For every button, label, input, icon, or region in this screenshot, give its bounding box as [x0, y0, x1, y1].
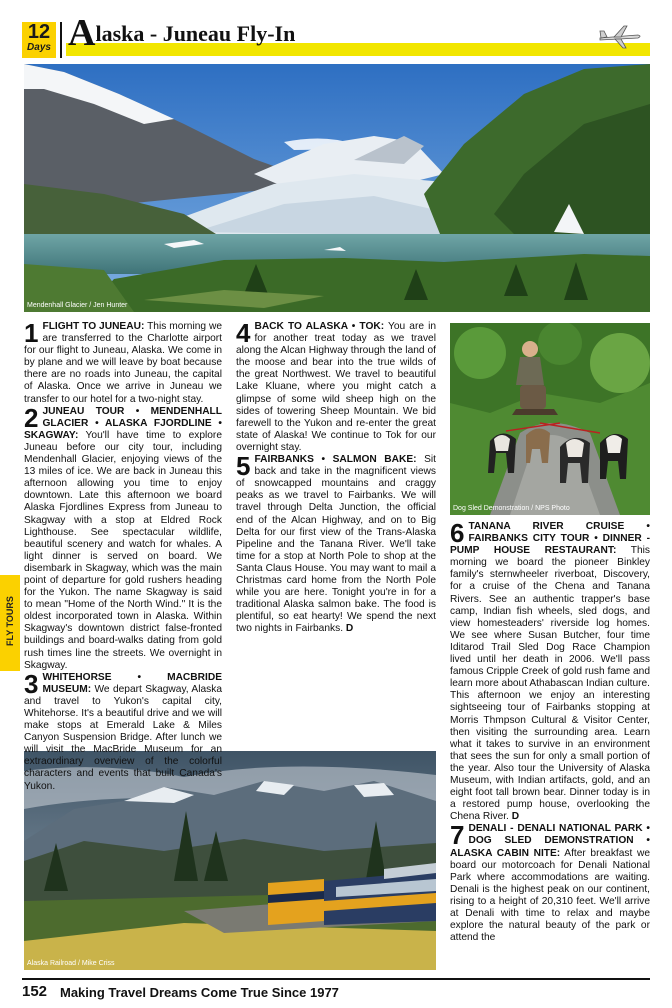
header-divider — [60, 22, 62, 58]
day-text: This morning we board the pioneer Binkley family's sternwheeler riverboat, Discovery, for a cruise of the Chena and Tanana Rivers. See an authentic trapper's base camp, Indian fish wheels, sled dogs, and view homesteaders' riverside log homes. We see where Susan Butcher, four time Iditarod Trail Sled Dog Race Champion lived until her death in 2006. We'll pass famous Cripple Creek of gold rush fame and learn more about Athabascan Indian culture. This afternoon we enjoy an interesting sightseeing tour of Fairbanks stopping at Morris Thmpson Cultural & Visitor Center, then visiting the surrounding area. Learn what it takes to survive in an environment that sees the sun for only a small portion of the year. Also tour the University of Alaska Museum, with Indian artifacts, gold, and an eight foot tall brown bear. Dinner today is in a restored pump house, overlooking the Chena River. — [450, 545, 650, 823]
glacier-photo-credit: Mendenhall Glacier / Jen Hunter — [27, 302, 128, 309]
day-number: 3 — [24, 668, 39, 699]
day-1 — [24, 318, 222, 406]
dogsled-photo-credit: Dog Sled Demonstration / NPS Photo — [453, 505, 570, 512]
meal-mark: D — [343, 623, 354, 635]
day-6 — [450, 518, 650, 823]
glacier-photo — [24, 64, 650, 312]
day-text: You'll have time to explore Juneau before our city tour, including Mendenhall Glacier, enjoying views of the 13 miles of ice. We are back in Juneau this afternoon allowing you time to enjoy downtown. Late this afternoon we board Alaska Fjordlines Express from Juneau to Skagway with a stop at Eldred Rock Lighthouse. See spectacular wildlife, beautiful scenery and watch for whales. A light dinner is served on board. We disembark in Skagway, which was the main point of departure for gold rushers heading for the Yukon. The name Skagway is said to mean "Home of the North Wind." It is the oldest incorporated town in Alaska. Within Skagway's downtown district false-fronted buildings and board-walks dating from gold rush times line the streets. We overnight in Skagway. — [24, 429, 222, 671]
day-text: Sit back and take in the magnificent views of snowcapped mountains and craggy peaks as we travel to Fairbanks. We will travel through Delta Junction, the official end of the Alcan Highway, and on to Big Delta for our first view of the Trans-Alaska Pipeline and the Tanana River. We'll take time for a stop at North Pole to shop at the Santa Claus House. You may want to mail a Christmas card home from the North Pole while you are here. Tonight you're in for a traditional Alaska salmon bake. The food is plentiful, so eat hearty! We spend the next two nights in Fairbanks. — [236, 454, 436, 635]
text-column-3 — [450, 518, 650, 971]
airplane-icon — [598, 24, 642, 50]
day-title: WHITEHORSE • MACBRIDE MUSEUM: — [42, 671, 222, 695]
page-number: 152 — [22, 983, 48, 1000]
day-title: FAIRBANKS • SALMON BAKE: — [254, 454, 417, 466]
day-text: After breakfast we board our motorcoach for Denali National Park where accommodations are waiting. Denali is the highest peak on our continent, rising to a height of 20,310 feet. We'll arrive at Denali with time to relax and maybe explore the natural beauty of the park or attend the — [450, 847, 650, 944]
day-5 — [236, 451, 436, 635]
day-title: BACK TO ALASKA • TOK: — [254, 321, 385, 332]
page-header — [0, 0, 672, 62]
day-number: 5 — [236, 451, 251, 482]
footer-tagline: Making Travel Dreams Come True Since 1977 — [60, 985, 339, 1000]
days-badge — [22, 22, 56, 58]
title-rest: laska - Juneau Fly-In — [95, 21, 296, 46]
day-title: TANANA RIVER CRUISE • FAIRBANKS CITY TOUR • DINNER - PUMP HOUSE RESTAURANT: — [450, 521, 650, 557]
meal-mark: D — [508, 811, 520, 823]
days-number: 12 — [27, 21, 51, 43]
day-text: We depart Skagway, Alaska and travel to Yukon's capital city, Whitehorse. It's a beautiful drive and we will make stops at Emerald Lake & Miles Canyon Suspension Bridge. After lunch we will visit the MacBride Museum for an extraordinary overview of the colorful characters and events that built Canada's Yukon. — [24, 683, 222, 792]
day-text: You are in for another treat today as we travel along the Alcan Highway through the land of the moose and bear into the true wilds of the great Northwest. We travel to beautiful Lake Kluane, where you might catch a glimpse of some wild sheep high on the sides of towering Sheep Mountain. We bid farewell to the Yukon and re-enter the great state of Alaska! We continue to Tok for our overnight stay. — [236, 321, 436, 453]
day-number: 6 — [450, 518, 465, 548]
page-footer — [22, 978, 650, 1004]
day-text: This morning we are transferred to the Charlotte airport for our flight to Juneau, Alaska. We come in by plane and we will leave by boat because there are no roads into Juneau, the capital of Alaska. Once we arrive in Juneau we transfer to our hotel for a two-night stay. — [24, 321, 222, 405]
day-4 — [236, 318, 436, 454]
day-number: 4 — [236, 318, 251, 348]
day-title: DENALI - DENALI NATIONAL PARK • DOG SLED DEMONSTRATION • ALASKA CABIN NITE: — [450, 823, 650, 859]
day-title: FLIGHT TO JUNEAU: — [42, 321, 145, 332]
footer-rule — [22, 978, 650, 980]
day-7 — [450, 820, 650, 944]
day-2 — [24, 402, 222, 672]
day-number: 7 — [450, 820, 465, 851]
days-label: Days — [27, 42, 51, 53]
day-title: JUNEAU TOUR • MENDENHALL GLACIER • ALASKA FJORDLINE • SKAGWAY: — [24, 405, 222, 441]
side-tab-label: FLY TOURS — [5, 596, 15, 646]
day-number: 2 — [24, 402, 39, 433]
day-3 — [24, 668, 222, 793]
title-initial: A — [68, 12, 96, 54]
text-column-1 — [24, 318, 222, 792]
text-column-2 — [236, 318, 436, 741]
dogsled-photo — [450, 323, 650, 515]
page-title — [68, 12, 296, 54]
fly-tours-side-tab — [0, 575, 20, 671]
day-number: 1 — [24, 318, 39, 348]
railroad-photo-credit: Alaska Railroad / Mike Criss — [27, 960, 115, 967]
